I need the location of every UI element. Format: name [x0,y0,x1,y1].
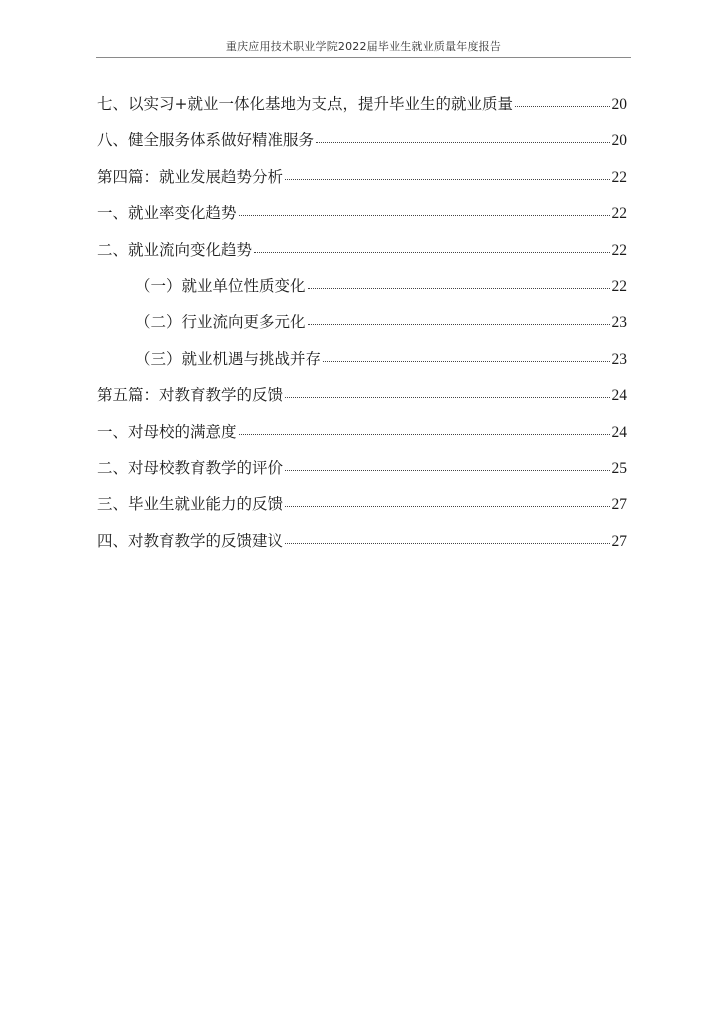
toc-entry-title: 三、毕业生就业能力的反馈 [97,495,284,514]
toc-entry-title: 一、就业率变化趋势 [97,204,237,223]
toc-entry[interactable] [97,201,627,237]
toc-entry-title: 八、健全服务体系做好精准服务 [97,131,315,150]
header-divider [96,57,631,58]
toc-dot-leader [285,168,609,182]
toc-dot-leader [254,241,609,255]
toc-entry[interactable] [97,529,627,565]
toc-entry-page: 27 [611,496,627,514]
toc-entry-page: 25 [611,459,627,477]
toc-entry-page: 27 [611,532,627,550]
toc-entry[interactable] [97,383,627,419]
toc-dot-leader [239,204,610,218]
toc-entry-title: （一）就业单位性质变化 [135,276,306,295]
toc-entry-page: 24 [611,387,627,405]
toc-dot-leader [285,495,609,509]
toc-entry[interactable] [97,128,627,164]
toc-entry-page: 20 [611,132,627,150]
toc-entry-title: 二、就业流向变化趋势 [97,240,253,259]
toc-entry[interactable] [97,420,627,456]
toc-entry-title: 第四篇：就业发展趋势分析 [97,167,284,186]
toc-entry-page: 20 [611,96,627,113]
toc-entry[interactable] [97,492,627,528]
toc-entry[interactable] [97,456,627,492]
toc-entry-page: 22 [611,205,627,223]
toc-entry-title: 二、对母校教育教学的评价 [97,458,284,477]
toc-entry-page: 22 [611,277,627,295]
toc-entry-page: 22 [611,168,627,186]
toc-dot-leader [515,95,610,109]
toc-dot-leader [239,423,610,437]
table-of-contents [97,92,627,565]
toc-dot-leader [323,350,609,364]
toc-entry-title: 第五篇：对教育教学的反馈 [97,386,284,405]
toc-entry-title: （三）就业机遇与挑战并存 [135,349,322,368]
toc-subentry[interactable] [97,310,627,346]
toc-entry-title: 七、以实习+就业一体化基地为支点，提升毕业生的就业质量 [97,95,513,113]
toc-entry-title: （二）行业流向更多元化 [135,313,306,332]
toc-entry-page: 22 [611,241,627,259]
toc-dot-leader [316,131,609,145]
toc-entry[interactable] [97,165,627,201]
toc-dot-leader [285,532,609,546]
toc-dot-leader [285,459,609,473]
toc-entry-page: 23 [611,350,627,368]
toc-entry[interactable] [97,238,627,274]
toc-entry-page: 23 [611,314,627,332]
toc-dot-leader [308,277,610,291]
toc-subentry[interactable] [97,347,627,383]
toc-dot-leader [285,386,609,400]
toc-entry-title: 四、对教育教学的反馈建议 [97,531,284,550]
toc-entry[interactable] [97,92,627,128]
toc-entry-page: 24 [611,423,627,441]
toc-entry-title: 一、对母校的满意度 [97,422,237,441]
toc-subentry[interactable] [97,274,627,310]
toc-dot-leader [308,313,610,327]
running-header: 重庆应用技术职业学院2022届毕业生就业质量年度报告 [225,40,502,53]
